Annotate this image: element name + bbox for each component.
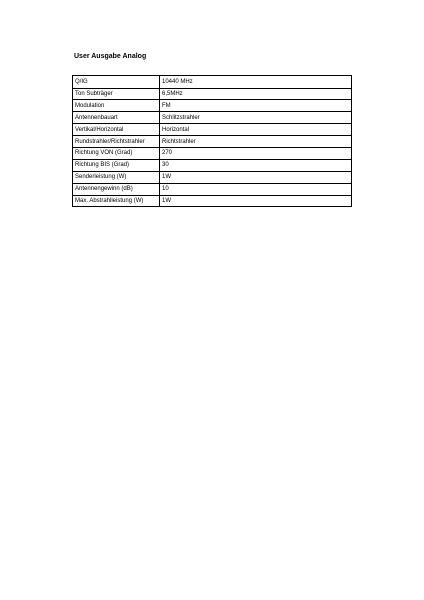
row-value: 10 [160,183,352,195]
row-value: 270 [160,147,352,159]
table-row [73,136,352,148]
table-row [73,112,352,124]
row-label: Richtung BIS (Grad) [73,159,160,171]
table-row [73,159,352,171]
row-label: Antennenbauart [73,112,160,124]
table-row [73,171,352,183]
row-value: 6,5MHz [160,88,352,100]
table-row [73,124,352,136]
row-label: Rundstrahler/Richtstrahler [73,136,160,148]
row-value: Horizontal [160,124,352,136]
row-label: Max. Abstrahlleistung (W) [73,195,160,207]
table-row [73,100,352,112]
row-value: 1W [160,171,352,183]
row-label: Antennengewinn (dB) [73,183,160,195]
row-value: Schlitzstrahler [160,112,352,124]
row-value: 10440 MHz [160,76,352,89]
table-row [73,195,352,207]
row-label: Modulation [73,100,160,112]
row-value: 1W [160,195,352,207]
row-label: Ton Subträger [73,88,160,100]
row-value: Richtstrahler [160,136,352,148]
row-value: 30 [160,159,352,171]
row-label: Vertikal/Horizontal [73,124,160,136]
parameter-table [72,75,352,207]
row-value: FM [160,100,352,112]
table-row [73,88,352,100]
table-row [73,147,352,159]
table-row [73,183,352,195]
row-label: Senderleistung (W) [73,171,160,183]
table-row [73,76,352,89]
row-label: Q/IG [73,76,160,89]
row-label: Richtung VON (Grad) [73,147,160,159]
page-title: User Ausgabe Analog [74,53,147,60]
